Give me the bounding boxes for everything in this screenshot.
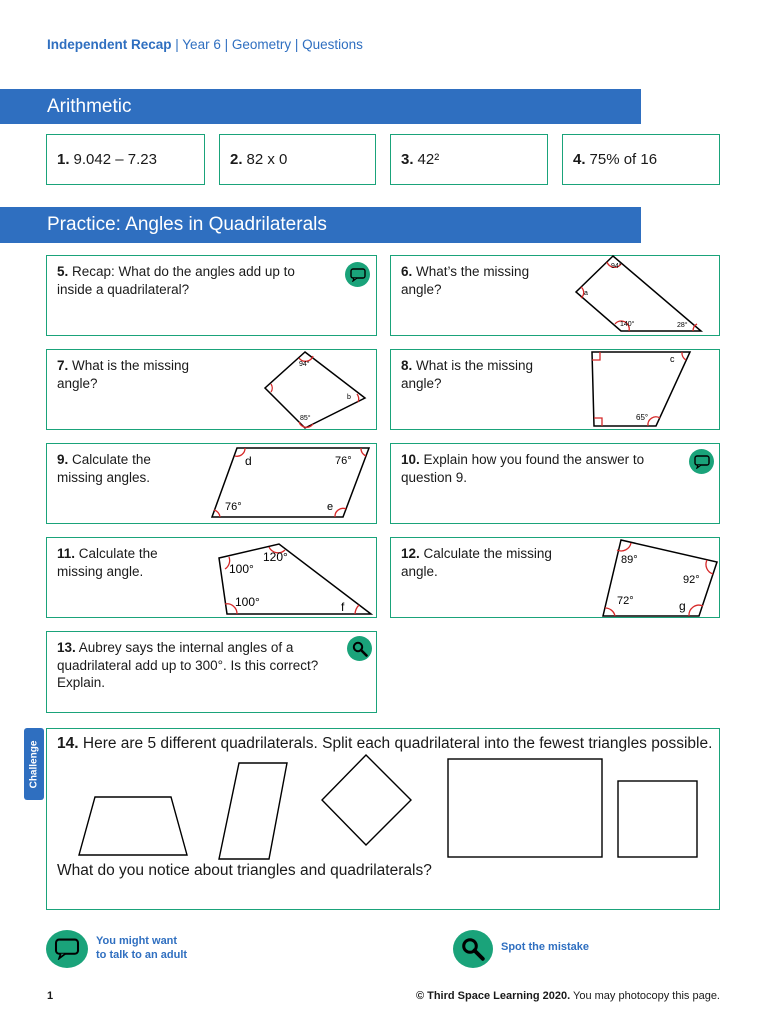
arithmetic-expression: 75% of 16 [589, 151, 658, 168]
talk-to-adult-icon [345, 262, 370, 287]
svg-text:d: d [245, 454, 252, 468]
svg-text:100°: 100° [229, 562, 254, 576]
question-7-text: 7. What is the missing angle? [57, 358, 190, 391]
header-title-bold: Independent Recap [47, 37, 172, 52]
document-header [47, 37, 363, 52]
arithmetic-box-4 [562, 134, 720, 185]
question-6-box [390, 255, 720, 336]
question-14-text: 14. Here are 5 different quadrilaterals. Split each quadrilateral into the fewest triangles possible. [57, 735, 713, 752]
question-5-text: 5. Recap: What do the angles add up to inside a quadrilateral? [57, 264, 295, 297]
quadrilateral-diagram-q7 [257, 348, 372, 432]
arithmetic-expression: 9.042 – 7.23 [73, 151, 157, 168]
magnifying-glass-icon [347, 636, 372, 661]
arithmetic-number: 1. [57, 151, 70, 168]
challenge-tab [24, 728, 44, 800]
svg-text:76°: 76° [335, 455, 352, 467]
question-9-text: 9. Calculate the missing angles. [57, 452, 151, 485]
trapezium-shape [79, 797, 187, 855]
question-14-followup: What do you notice about triangles and quadrilaterals? [57, 862, 432, 879]
svg-text:28°: 28° [677, 322, 688, 329]
svg-text:94°: 94° [299, 361, 310, 368]
square-shape [618, 781, 697, 857]
svg-text:b: b [347, 394, 351, 401]
section-arithmetic-bar [0, 89, 641, 124]
question-8-box [390, 349, 720, 430]
talk-to-adult-icon [689, 449, 714, 474]
svg-text:120°: 120° [263, 550, 288, 564]
question-10-text: 10. Explain how you found the answer to question 9. [401, 452, 645, 485]
svg-text:94°: 94° [611, 263, 622, 270]
arithmetic-number: 3. [401, 151, 414, 168]
question-6-text: 6. What’s the missing angle? [401, 264, 530, 297]
question-7-box [46, 349, 377, 430]
question-14-box [46, 728, 720, 910]
arithmetic-expression: 82 x 0 [246, 151, 288, 168]
svg-text:89°: 89° [621, 554, 638, 566]
arithmetic-box-3 [390, 134, 548, 185]
svg-text:140°: 140° [620, 321, 635, 328]
legend-spot-the-mistake: Spot the mistake [501, 941, 590, 953]
header-title-rest: | Year 6 | Geometry | Questions [171, 37, 363, 52]
section-title-arithmetic: Arithmetic [47, 95, 132, 117]
svg-text:92°: 92° [683, 574, 700, 586]
question-13-box [46, 631, 377, 713]
question-9-box [46, 443, 377, 524]
arithmetic-number: 4. [573, 151, 586, 168]
parallelogram-shape [219, 763, 287, 859]
arithmetic-box-2 [219, 134, 376, 185]
arithmetic-box-1 [46, 134, 205, 185]
svg-text:f: f [341, 600, 345, 614]
question-11-text: 11. Calculate the missing angle. [57, 546, 158, 579]
svg-text:g: g [679, 599, 686, 613]
arithmetic-expression: 42² [417, 151, 440, 168]
question-10-box [390, 443, 720, 524]
svg-text:e: e [327, 501, 334, 513]
parallelogram-diagram-q9 [207, 444, 375, 524]
question-8-text: 8. What is the missing angle? [401, 358, 534, 391]
magnifying-glass-icon [453, 930, 493, 968]
svg-text:72°: 72° [617, 595, 634, 607]
square-diamond-shape [322, 755, 411, 845]
arithmetic-number: 2. [230, 151, 243, 168]
section-practice-bar [0, 207, 641, 243]
talk-to-adult-icon [46, 930, 88, 968]
quadrilaterals-diagram-q14 [47, 729, 719, 909]
question-11-box [46, 537, 377, 618]
section-title-practice: Practice: Angles in Quadrilaterals [47, 214, 327, 235]
quadrilateral-diagram-q12 [599, 538, 721, 618]
svg-text:c: c [670, 354, 675, 364]
question-5-box [46, 255, 377, 336]
legend-talk-to-adult: You might want to talk to an adult [96, 935, 188, 961]
svg-text:a: a [584, 290, 588, 297]
svg-text:76°: 76° [225, 501, 242, 513]
svg-text:85°: 85° [300, 415, 311, 422]
question-12-text: 12. Calculate the missing angle. [401, 546, 552, 579]
question-13-text: 13. Aubrey says the internal angles of a quadrilateral add up to 300°. Is this correct? Explain. [57, 640, 319, 690]
quadrilateral-diagram-q8 [586, 348, 696, 430]
svg-text:100°: 100° [235, 595, 260, 609]
rectangle-shape [448, 759, 602, 857]
svg-text:65°: 65° [636, 413, 649, 422]
quadrilateral-diagram-q6 [571, 252, 706, 334]
page-number: 1 [47, 990, 54, 1002]
challenge-label: Challenge [28, 740, 40, 788]
copyright-notice: © Third Space Learning 2020. You may photocopy this page. [415, 990, 720, 1002]
quadrilateral-diagram-q11 [215, 538, 375, 618]
question-12-box [390, 537, 720, 618]
